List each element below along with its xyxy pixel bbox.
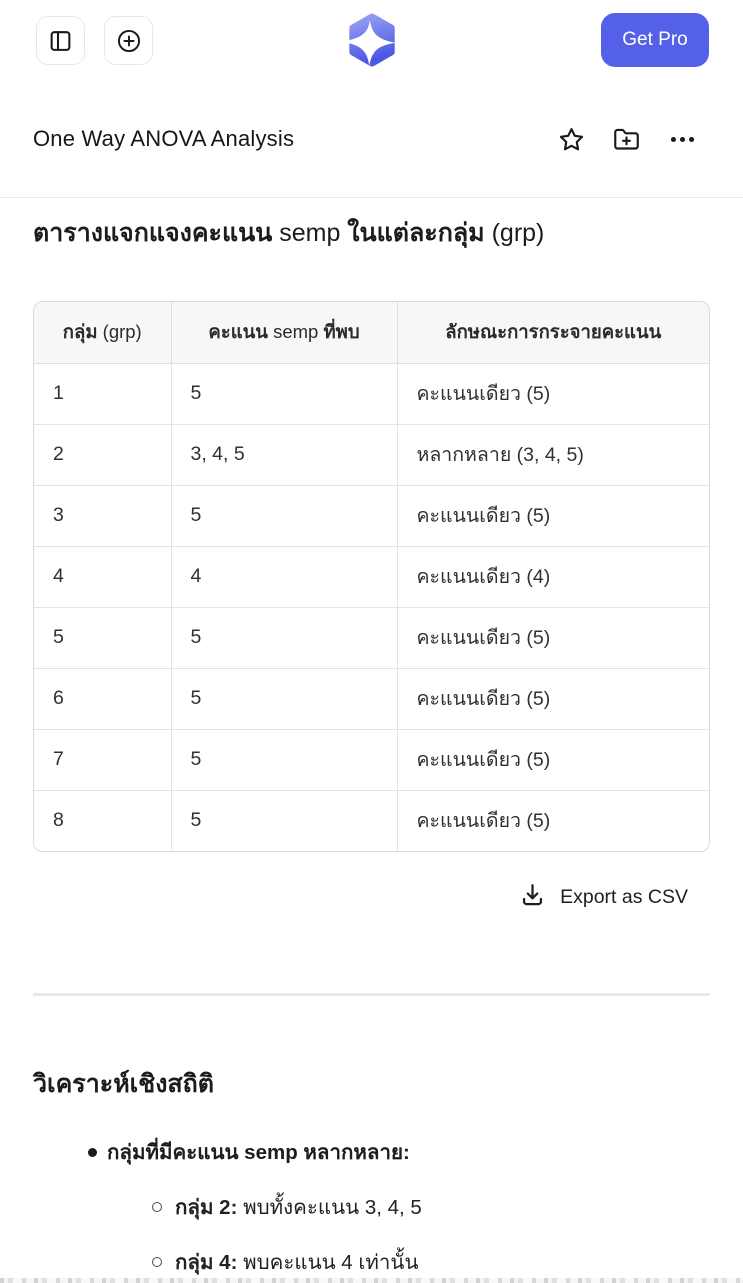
table-row [34,485,709,546]
star-icon [558,126,585,153]
message-content [0,214,743,1278]
sub-bullet-text: พบทั้งคะแนน 3, 4, 5 [237,1196,422,1219]
plus-circle-icon [116,28,142,54]
sidebar-icon [48,28,73,53]
table-cell: คะแนนเดียว (5) [397,790,709,851]
sub-bullet-item [33,1192,710,1223]
table-cell: 6 [34,668,171,729]
table-row [34,668,709,729]
get-pro-button[interactable]: Get Pro [601,13,709,67]
table-cell: 4 [171,546,397,607]
export-csv-label: Export as CSV [560,886,688,908]
page-title: One Way ANOVA Analysis [33,126,295,151]
table-row [34,363,709,424]
bullet-item [33,1137,710,1168]
table-cell: 5 [171,607,397,668]
table-cell: 5 [171,668,397,729]
add-to-project-button[interactable] [613,126,640,153]
analysis-heading: วิเคราะห์เชิงสถิติ [33,1070,215,1098]
clipped-text-strip [0,1278,743,1283]
table-row [34,607,709,668]
table-cell: 1 [34,363,171,424]
bullet-text: กลุ่มที่มีคะแนน semp หลากหลาย: [107,1141,410,1164]
more-options-button[interactable] [668,125,697,154]
table-title: ตารางแจกแจงคะแนน semp ในแต่ละกลุ่ม (grp) [33,219,545,247]
sub-bullet-item [33,1247,710,1278]
table-cell: 5 [171,485,397,546]
table-cell: 8 [34,790,171,851]
table-cell: 3 [34,485,171,546]
table-cell: 2 [34,424,171,485]
new-chat-button[interactable] [104,16,153,65]
column-header: ลักษณะการกระจายคะแนน [397,302,709,363]
app-header [0,0,743,80]
table-cell: 7 [34,729,171,790]
sub-bullet-label: กลุ่ม 2: [175,1196,238,1219]
star-button[interactable] [558,126,585,153]
table-row [34,424,709,485]
sub-bullet-label: กลุ่ม 4: [175,1251,238,1274]
sub-bullet-text: พบคะแนน 4 เท่านั้น [237,1251,419,1274]
table-head [34,302,709,363]
table-cell: 5 [171,729,397,790]
table-cell: คะแนนเดียว (5) [397,363,709,424]
table-cell: 5 [171,790,397,851]
ellipsis-icon [668,125,697,154]
table-cell: หลากหลาย (3, 4, 5) [397,424,709,485]
table-cell: คะแนนเดียว (4) [397,546,709,607]
conversation-title-row [0,111,743,167]
column-header: กลุ่ม (grp) [34,302,171,363]
header-divider [0,197,743,198]
table-cell: 5 [171,363,397,424]
download-icon [519,881,546,914]
table-row [34,729,709,790]
column-header: คะแนน semp ที่พบ [171,302,397,363]
table-cell: คะแนนเดียว (5) [397,729,709,790]
table-body [34,363,709,851]
sparkle-hexagon-logo-icon [345,54,399,71]
table-row [34,790,709,851]
section-divider [33,993,710,996]
table-cell: 4 [34,546,171,607]
table-cell: คะแนนเดียว (5) [397,607,709,668]
sidebar-toggle-button[interactable] [36,16,85,65]
table-cell: 3, 4, 5 [171,424,397,485]
table-cell: คะแนนเดียว (5) [397,485,709,546]
folder-plus-icon [613,126,640,153]
table-cell: คะแนนเดียว (5) [397,668,709,729]
table-row [34,546,709,607]
distribution-table [33,301,710,852]
table-cell: 5 [34,607,171,668]
app-logo [345,13,399,67]
export-csv-button[interactable] [519,881,688,914]
